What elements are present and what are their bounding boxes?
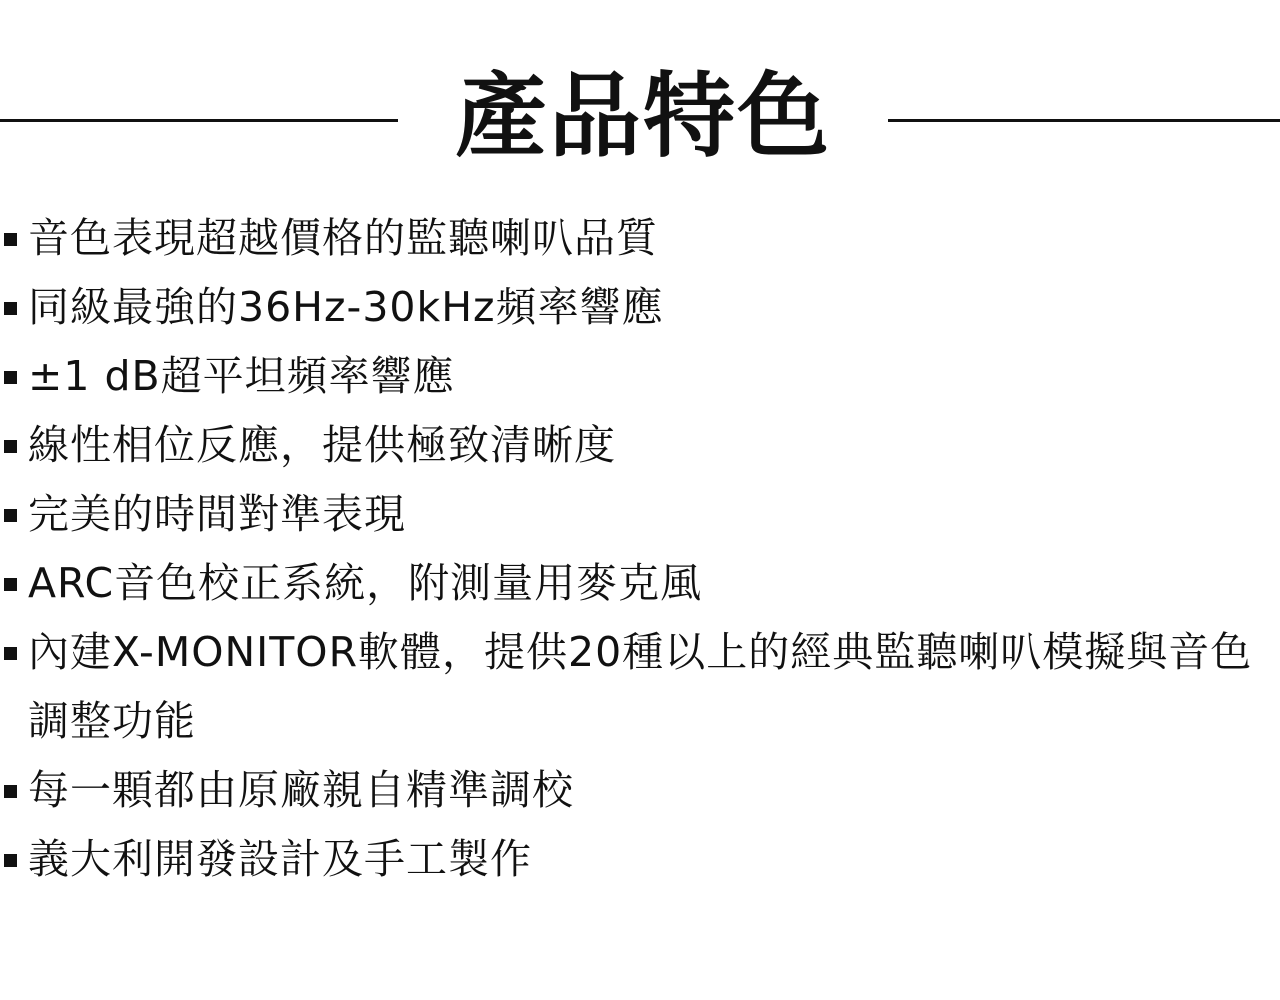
page-header — [0, 60, 1280, 180]
feature-text: 每一顆都由原廠親自精準調校 — [28, 766, 574, 814]
feature-item — [0, 825, 1280, 894]
feature-text: 線性相位反應，提供極致清晰度 — [28, 421, 616, 469]
bullet-square-icon — [4, 785, 17, 798]
bullet-square-icon — [4, 509, 17, 522]
feature-item — [0, 411, 1280, 480]
feature-item — [0, 549, 1280, 618]
bullet-square-icon — [4, 302, 17, 315]
feature-text: 同級最強的36Hz-30kHz頻率響應 — [28, 283, 664, 331]
feature-item — [0, 756, 1280, 825]
feature-text: ARC音色校正系統，附測量用麥克風 — [28, 559, 703, 607]
bullet-square-icon — [4, 233, 17, 246]
feature-list — [0, 204, 1280, 894]
feature-item — [0, 342, 1280, 411]
feature-text: 音色表現超越價格的監聽喇叭品質 — [28, 214, 658, 262]
feature-item — [0, 273, 1280, 342]
feature-item — [0, 204, 1280, 273]
bullet-square-icon — [4, 440, 17, 453]
bullet-square-icon — [4, 371, 17, 384]
feature-item — [0, 480, 1280, 549]
page-title: 產品特色 — [454, 63, 831, 170]
bullet-square-icon — [4, 854, 17, 867]
bullet-square-icon — [4, 578, 17, 591]
feature-text: ±1 dB超平坦頻率響應 — [28, 352, 455, 400]
bullet-square-icon — [4, 647, 17, 660]
feature-text: 完美的時間對準表現 — [28, 490, 406, 538]
feature-text: 內建X-MONITOR軟體，提供20種以上的經典監聽喇叭模擬與音色調整功能 — [28, 628, 1253, 745]
feature-item — [0, 618, 1278, 756]
title-left-rule — [0, 119, 398, 122]
feature-text: 義大利開發設計及手工製作 — [28, 835, 532, 883]
title-right-rule — [888, 119, 1280, 122]
